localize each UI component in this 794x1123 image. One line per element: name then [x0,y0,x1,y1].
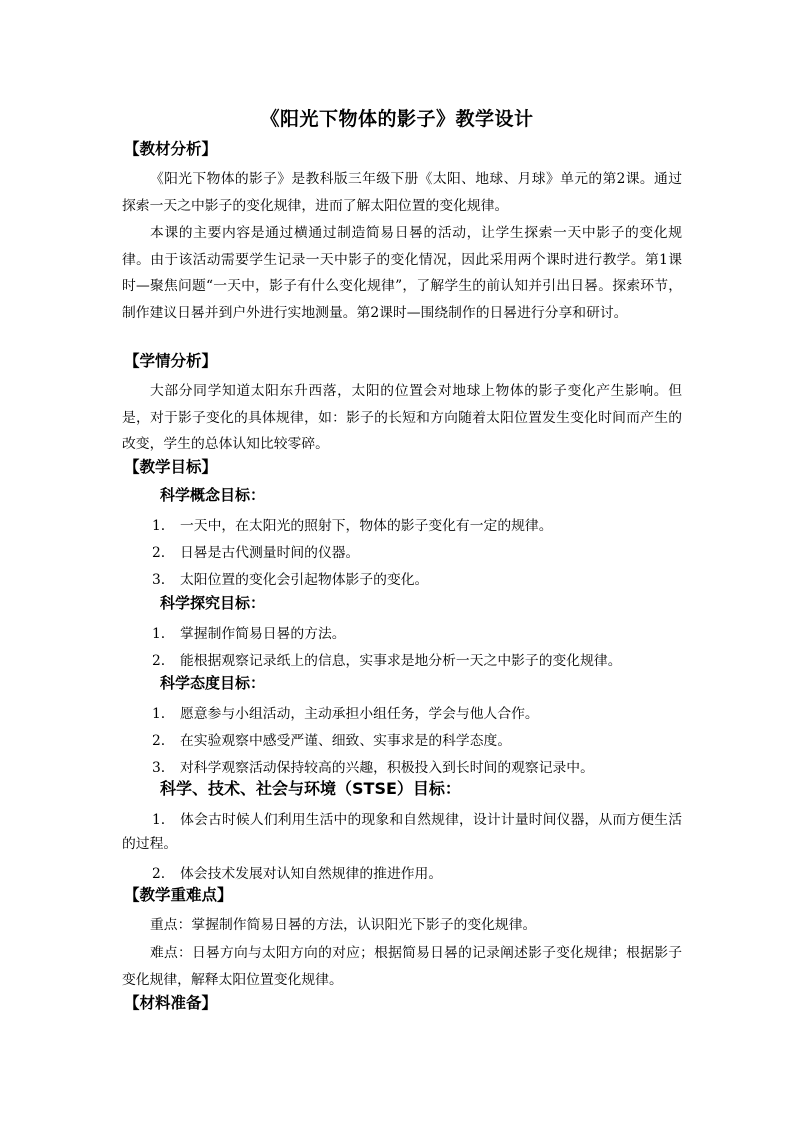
concept-goal-item [152,518,553,534]
item-text: 太阳位置的变化会引起物体影子的变化。 [180,572,429,588]
key-points-difficulty: 难点：日晷方向与太阳方向的对应；根据简易日晷的记录阐述影子变化规律；根据影子变化规律，解释太阳位置变化规律。 [122,945,682,988]
material-analysis-paragraph-1: 《阳光下物体的影子》是教科版三年级下册《太阳、地球、月球》单元的第2课。通过探索一天之中影子的变化规律，进而了解太阳位置的变化规律。 [122,171,682,214]
item-number: 2. [152,653,166,669]
heading-student-analysis: 【学情分析】 [124,352,218,370]
item-number: 1. [152,706,166,722]
subheading-inquiry-goals: 科学探究目标： [160,594,266,612]
heading-teaching-goals: 【教学目标】 [124,458,218,476]
subheading-attitude-goals: 科学态度目标： [160,674,266,692]
subheading-concept-goals: 科学概念目标： [160,486,266,504]
item-number: 3. [152,572,166,588]
item-text: 对科学观察活动保持较高的兴趣，积极投入到长时间的观察记录中。 [180,760,594,776]
stse-goal-item [122,808,682,856]
item-text: 在实验观察中感受严谨、细致、实事求是的科学态度。 [180,733,512,749]
item-text: 日晷是古代测量时间的仪器。 [180,545,360,561]
concept-goal-item [152,545,359,561]
item-text: 一天中，在太阳光的照射下，物体的影子变化有一定的规律。 [180,518,553,534]
heading-material-analysis: 【教材分析】 [124,140,218,158]
heading-materials: 【材料准备】 [124,994,218,1012]
item-number: 1. [152,518,166,534]
stse-goal-item [152,866,442,882]
concept-goal-item [152,572,428,588]
item-text: 体会古时候人们利用生活中的现象和自然规律，设计计量时间仪器，从而方便生活的过程。 [122,812,682,852]
heading-key-points: 【教学重难点】 [124,886,233,904]
material-analysis-paragraph-2: 本课的主要内容是通过横通过制造简易日晷的活动，让学生探索一天中影子的变化规律。由于该活动需要学生记录一天中影子的变化情况，因此采用两个课时进行教学。第1课时—聚焦问题“一天中，影子有什么变化规律”，了解学生的前认知并引出日晷。探索环节，制作建议日晷并到户外进行实地测量。第2课时—围绕制作的日晷进行分享和研讨。 [122,225,682,321]
item-text: 愿意参与小组活动，主动承担小组任务，学会与他人合作。 [180,706,539,722]
attitude-goal-item [152,733,511,749]
attitude-goal-item [152,706,539,722]
key-points-focus: 重点：掌握制作简易日晷的方法，认识阳光下影子的变化规律。 [150,917,537,933]
item-number: 2. [152,733,166,749]
attitude-goal-item [152,760,594,776]
student-analysis-paragraph: 大部分同学知道太阳东升西落，太阳的位置会对地球上物体的影子变化产生影响。但是，对于影子变化的具体规律，如：影子的长短和方向随着太阳位置发生变化时间而产生的改变，学生的总体认知比较零碎。 [122,383,682,452]
item-number: 2. [152,545,166,561]
document-title: 《阳光下物体的影子》教学设计 [260,108,534,130]
inquiry-goal-item [152,626,346,642]
item-number: 1. [152,812,166,828]
subheading-stse-goals: 科学、技术、社会与环境（STSE）目标： [160,779,461,798]
item-text: 能根据观察记录纸上的信息，实事求是地分析一天之中影子的变化规律。 [180,653,622,669]
item-number: 3. [152,760,166,776]
item-text: 体会技术发展对认知自然规律的推进作用。 [180,866,443,882]
item-number: 1. [152,626,166,642]
item-text: 掌握制作简易日晷的方法。 [180,626,346,642]
inquiry-goal-item [152,653,622,669]
item-number: 2. [152,866,166,882]
